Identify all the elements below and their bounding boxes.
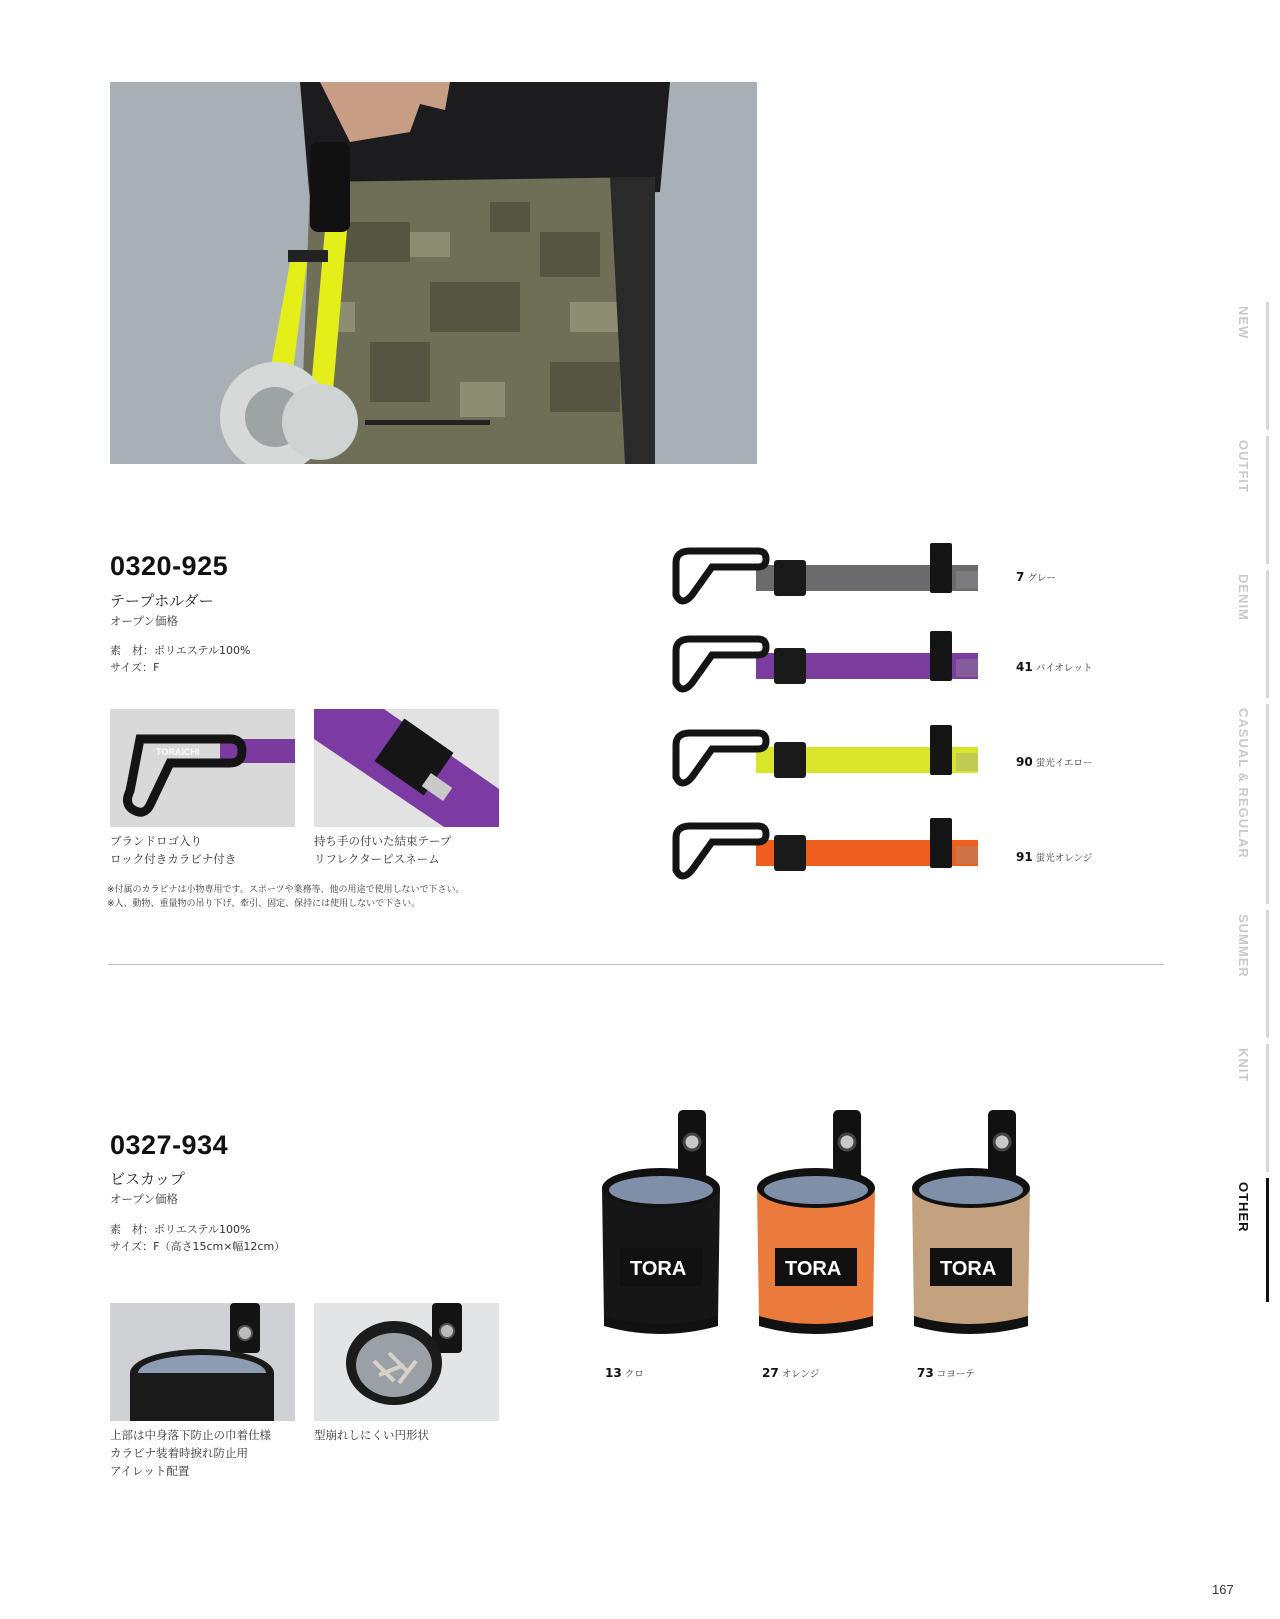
color-name: 蛍光イエロー — [1035, 758, 1093, 769]
color-name: 蛍光オレンジ — [1035, 853, 1093, 864]
color-name: クロ — [624, 1369, 644, 1380]
sidenav-label: OTHER — [1236, 1182, 1251, 1233]
product1-size: サイズ：F — [110, 661, 160, 674]
product1-price: オープン価格 — [110, 614, 178, 628]
color-name: コヨーテ — [936, 1369, 975, 1380]
svg-text:TORA: TORA — [630, 1258, 687, 1280]
product2-material: 素 材：ポリエステル100% — [110, 1223, 251, 1236]
color-number: 90 — [1016, 755, 1033, 769]
product1-specs — [110, 642, 250, 676]
tape-holder-swatch-group — [668, 533, 988, 883]
hero-photo — [110, 82, 757, 464]
color-number: 41 — [1016, 660, 1033, 674]
product1-detail-strap-photo — [314, 709, 499, 827]
category-side-index — [1226, 302, 1266, 1302]
product1-color-label-1 — [1016, 570, 1056, 584]
product1-code: 0320-925 — [110, 551, 229, 581]
tape-holder-swatch-41 — [676, 631, 978, 689]
product2-detail2-caption — [314, 1426, 429, 1444]
product1-color-label-3 — [1016, 755, 1092, 769]
product2-color-swatches — [590, 1098, 1150, 1358]
section-divider — [108, 964, 1164, 965]
caption-line: ロック付きカラビナ付き — [110, 852, 237, 866]
tape-holder-swatch-91 — [676, 818, 978, 876]
page-number: 167 — [1212, 1582, 1234, 1597]
product1-detail-carabiner-photo — [110, 709, 295, 827]
carabiner-logo-text: TORAICHI — [156, 747, 200, 757]
sidenav-item-other[interactable] — [1226, 1178, 1269, 1302]
tape-holder-swatch-7 — [676, 543, 978, 601]
sidenav-label: SUMMER — [1236, 914, 1251, 978]
color-number: 27 — [762, 1366, 779, 1380]
product2-price: オープン価格 — [110, 1192, 178, 1206]
sidenav-item-summer[interactable] — [1226, 910, 1269, 1038]
sidenav-label: CASUAL & REGULAR — [1236, 708, 1251, 859]
product2-code: 0327-934 — [110, 1130, 229, 1160]
bis-cup-swatch-13 — [602, 1110, 720, 1334]
svg-text:TORA: TORA — [940, 1258, 997, 1280]
caption-line: 型崩れしにくい円形状 — [314, 1428, 429, 1442]
product1-material: 素 材：ポリエステル100% — [110, 644, 251, 657]
svg-text:TORAICHI: TORAICHI — [694, 556, 733, 565]
sidenav-item-outfit[interactable] — [1226, 436, 1269, 564]
bis-cup-swatch-group — [590, 1098, 1150, 1358]
caption-line: カラビナ装着時捩れ防止用 — [110, 1446, 248, 1460]
product1-detail1-caption — [110, 832, 236, 868]
color-number: 13 — [605, 1366, 622, 1380]
product1-name: テープホルダー — [110, 592, 214, 610]
product2-color-label-3 — [917, 1366, 975, 1380]
color-name: オレンジ — [781, 1369, 820, 1380]
caption-line: リフレクターピスネーム — [314, 852, 440, 866]
color-number: 7 — [1016, 570, 1025, 584]
svg-text:TORAICHI: TORAICHI — [694, 738, 733, 747]
caption-line: 上部は中身落下防止の巾着仕様 — [110, 1428, 271, 1442]
caption-line: ブランドロゴ入り — [110, 834, 202, 848]
caption-line: 持ち手の付いた結束テープ — [314, 834, 452, 848]
color-name: グレー — [1027, 573, 1056, 584]
sidenav-item-new[interactable] — [1226, 302, 1269, 430]
bis-cup-swatch-73 — [912, 1110, 1030, 1334]
product1-notes — [107, 883, 464, 911]
product2-detail1-caption — [110, 1426, 271, 1480]
sidenav-label: OUTFIT — [1236, 440, 1251, 493]
sidenav-label: KNIT — [1236, 1048, 1251, 1083]
product2-name: ビスカップ — [110, 1170, 185, 1188]
svg-text:TORA: TORA — [785, 1258, 842, 1280]
sidenav-label: NEW — [1236, 306, 1251, 340]
sidenav-label: DENIM — [1236, 574, 1251, 621]
product2-color-label-1 — [605, 1366, 644, 1380]
product1-color-label-4 — [1016, 850, 1092, 864]
sidenav-item-casual-regular[interactable] — [1226, 704, 1269, 904]
product2-detail-drawstring-photo — [110, 1303, 295, 1421]
product1-detail2-caption — [314, 832, 451, 868]
caption-line: アイレット配置 — [110, 1464, 190, 1478]
product2-color-label-2 — [762, 1366, 819, 1380]
product1-color-swatches — [668, 533, 988, 883]
color-number: 73 — [917, 1366, 934, 1380]
color-name: バイオレット — [1035, 663, 1093, 674]
product1-color-label-2 — [1016, 660, 1092, 674]
product2-size: サイズ：F（高さ15cm×幅12cm） — [110, 1240, 286, 1253]
svg-text:TORAICHI: TORAICHI — [694, 831, 733, 840]
bis-cup-swatch-27 — [757, 1110, 875, 1334]
sidenav-item-denim[interactable] — [1226, 570, 1269, 698]
note-line: ※人、動物、重量物の吊り下げ、牽引、固定、保持には使用しないで下さい。 — [107, 899, 421, 909]
product2-detail-round-shape-photo — [314, 1303, 499, 1421]
svg-text:TORAICHI: TORAICHI — [694, 644, 733, 653]
product2-specs — [110, 1221, 285, 1255]
color-number: 91 — [1016, 850, 1033, 864]
sidenav-item-knit[interactable] — [1226, 1044, 1269, 1172]
tape-holder-swatch-90 — [676, 725, 978, 783]
note-line: ※付属のカラビナは小物専用です。スポーツや業務等、他の用途で使用しないで下さい。 — [107, 885, 465, 895]
